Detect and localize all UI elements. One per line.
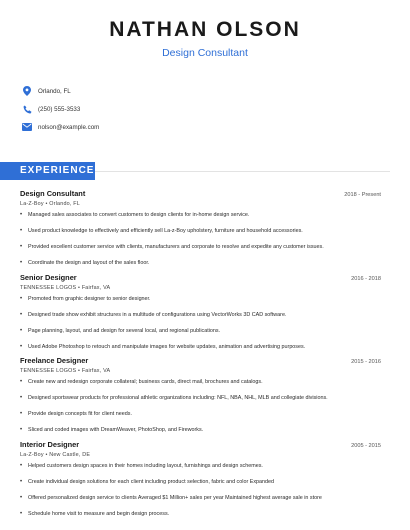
job-dates: 2018 - Present: [344, 192, 381, 198]
candidate-role: Design Consultant: [162, 47, 248, 59]
job-title: Senior Designer: [20, 272, 77, 282]
job-title: Freelance Designer: [20, 356, 89, 365]
job-bullet: • Create new and redesign corporate collateral; business cards, direct mail, brochures and catalogs.: [20, 379, 381, 386]
meta-separator: •: [76, 284, 82, 291]
job-entry: [20, 189, 381, 267]
job-bullet: • Used product knowledge to effectively and efficiently sell La-z-Boy upholstery, furniture and household accessories.: [20, 228, 381, 235]
candidate-name: NATHAN OLSON: [109, 18, 301, 41]
job-entry: [20, 440, 381, 518]
contact-phone: [20, 100, 390, 118]
job-bullet: • Designed sportswear products for professional athletic organizations including: NFL, NBA, NHL, MLB and collegiate divisions.: [20, 395, 381, 402]
job-bullet: • Page planning, layout, and ad design for several local, and regional publications.: [20, 328, 381, 335]
meta-separator: •: [76, 368, 82, 374]
job-bullet: • Provided excellent customer service with clients, manufacturers and corporate to resolve and expedite any customer issues.: [20, 244, 381, 251]
section-title-experience: EXPERIENCE: [20, 165, 95, 176]
job-bullet: • Promoted from graphic designer to senior designer.: [20, 296, 381, 303]
meta-separator: •: [43, 451, 50, 458]
job-header: [20, 189, 381, 200]
job-bullets: [20, 463, 381, 518]
contact-email: [20, 118, 390, 136]
contact-list: [20, 82, 390, 136]
job-header: [20, 440, 381, 451]
job-entry: [20, 273, 381, 351]
job-company: La-Z-Boy: [20, 201, 44, 207]
job-meta: [20, 368, 381, 377]
job-company: TENNESSEE LOGOS: [20, 368, 77, 374]
job-dates: 2015 - 2016: [351, 359, 381, 365]
meta-separator: •: [43, 201, 50, 207]
job-bullet: • Offered personalized design service to clients Averaged $1 Million+ sales per year Maintained highest average sale in store: [20, 495, 381, 502]
contact-location: [20, 82, 390, 100]
job-bullet: • Designed trade show exhibit structures in a multitude of configurations using VectorWorks 3D CAD software.: [20, 312, 381, 319]
job-dates: 2016 - 2018: [351, 275, 381, 282]
job-bullet: • Used Adobe Photoshop to retouch and manipulate images for website updates, animation and advertising purposes.: [20, 344, 381, 351]
job-company: TENNESSEE LOGOS: [20, 284, 77, 291]
contact-phone-text: (250) 555-3533: [38, 105, 81, 113]
job-company: La-Z-Boy: [20, 451, 44, 458]
job-dates: 2005 - 2015: [351, 442, 381, 449]
job-bullet: • Sliced and coded images with DreamWeaver, PhotoShop, and Fireworks.: [20, 427, 381, 434]
job-bullets: [20, 212, 381, 267]
job-bullet: • Provide design concepts fit for client needs.: [20, 411, 381, 418]
job-location: Fairfax, VA: [81, 368, 111, 374]
job-entry: [20, 356, 381, 434]
job-title: Design Consultant: [20, 189, 86, 198]
job-title: Interior Designer: [20, 439, 80, 449]
phone-icon: [20, 102, 34, 116]
job-meta: [20, 201, 381, 210]
section-divider: [95, 171, 390, 172]
job-bullet: • Managed sales associates to convert customers to design clients for in-home design service.: [20, 212, 381, 219]
job-bullet: • Helped customers design spaces in their homes including layout, furnishings and design schemes.: [20, 463, 381, 470]
job-location: Orlando, FL: [49, 201, 80, 207]
email-icon: [20, 120, 34, 134]
job-meta: [20, 285, 381, 294]
job-bullets: [20, 379, 381, 434]
contact-location-text: Orlando, FL: [38, 87, 71, 95]
job-location: New Castle, DE: [49, 451, 91, 458]
job-header: [20, 273, 381, 284]
job-header: [20, 356, 381, 367]
job-bullet: • Create individual design solutions for each client including product selection, fabric and color Expanded: [20, 479, 381, 486]
job-location: Fairfax, VA: [81, 284, 111, 291]
experience-list: [20, 189, 381, 523]
contact-email-text: nolson@example.com: [38, 123, 100, 131]
location-pin-icon: [20, 84, 34, 98]
job-meta: [20, 452, 381, 461]
job-bullet: • Schedule home visit to measure and begin design process.: [20, 511, 381, 518]
resume-header: [0, 18, 410, 60]
job-bullets: [20, 296, 381, 351]
job-bullet: • Coordinate the design and layout of the sales floor.: [20, 260, 381, 267]
